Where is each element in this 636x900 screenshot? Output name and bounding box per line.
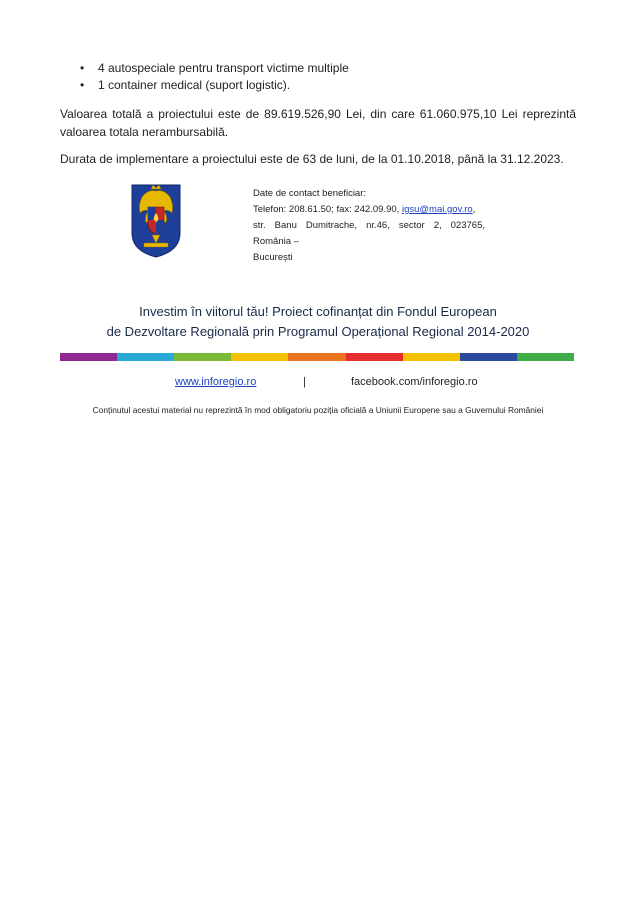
list-item: • 4 autospeciale pentru transport victime multiple [60, 60, 580, 77]
list-item: • 1 container medical (suport logistic). [60, 77, 580, 94]
color-bar-segment [174, 353, 231, 361]
tagline-line-2: de Dezvoltare Regională prin Programul Operațional Regional 2014-2020 [106, 324, 530, 339]
contact-email-link[interactable]: igsu@mai.gov.ro [401, 204, 473, 215]
project-value-paragraph: Valoarea totală a proiectului este de 89.619.526,90 Lei, din care 61.060.975,10 Lei reprezintă valoarea totala nerambursabilă. [60, 107, 576, 139]
inforegio-website-link[interactable]: www.inforegio.ro [175, 376, 257, 388]
color-bar-segment [288, 353, 345, 361]
contact-address: str. Banu Dumitrache, nr.46, sector 2, 023765, România – [253, 220, 485, 247]
contact-city: București [253, 252, 293, 263]
contact-heading: Date de contact beneficiar: [253, 188, 367, 199]
beneficiary-contact-block [253, 186, 485, 266]
color-bar-segment [517, 353, 574, 361]
color-bar-segment [60, 353, 117, 361]
tagline-line-1: Investim în viitorul tău! Proiect cofinanțat din Fondul European [139, 304, 497, 319]
color-bar-segment [403, 353, 460, 361]
color-bar-segment [117, 353, 174, 361]
footer-links [60, 376, 576, 392]
color-bar-segment [460, 353, 517, 361]
footer-separator: | [303, 376, 306, 388]
romanian-coat-of-arms-icon [130, 183, 182, 259]
project-tagline [60, 302, 576, 342]
color-bar-segment [346, 353, 403, 361]
equipment-list [60, 60, 580, 94]
contact-phone-fax: Telefon: 208.61.50; fax: 242.09.90, [253, 204, 402, 215]
contact-phone-row [253, 202, 485, 218]
contact-email-suffix: , [472, 204, 476, 215]
eu-disclaimer: Conținutul acestui material nu reprezintă în mod obligatoriu poziția oficială a Uniunii Europene sau a Guvernului României [92, 405, 544, 415]
regio-color-bar [60, 353, 574, 361]
facebook-link-text: facebook.com/inforegio.ro [351, 376, 478, 388]
color-bar-segment [231, 353, 288, 361]
project-duration-paragraph: Durata de implementare a proiectului este de 63 de luni, de la 01.10.2018, până la 31.12.2023. [60, 152, 564, 166]
